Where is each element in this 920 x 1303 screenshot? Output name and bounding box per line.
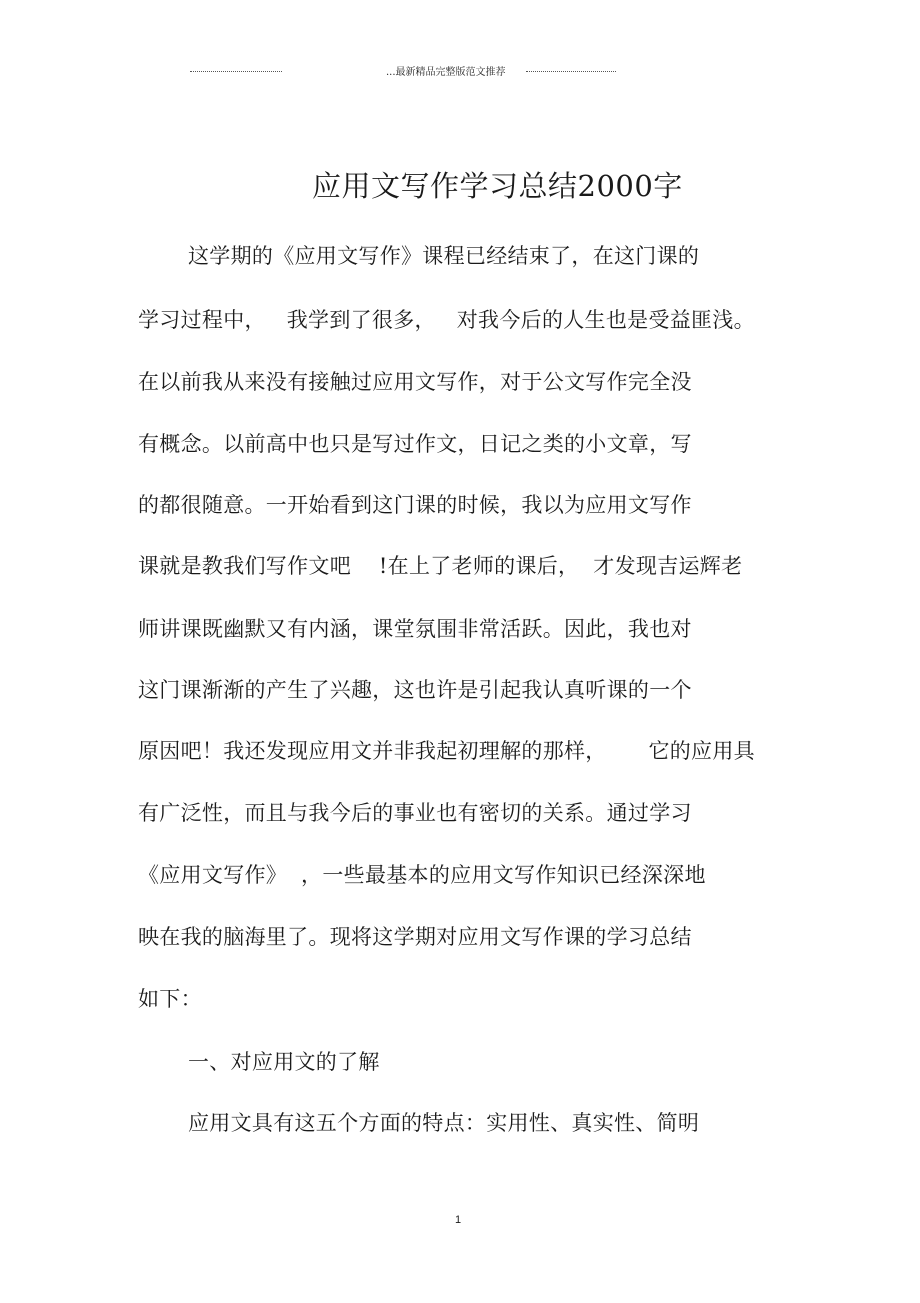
body-line: 原因吧！我还发现应用文并非我起初理解的那样， 它的应用具 <box>138 739 755 763</box>
header-dotted-rule-left <box>190 71 282 72</box>
body-line: 这学期的《应用文写作》课程已经结束了，在这门课的 <box>188 244 700 268</box>
section-heading: 一、对应用文的了解 <box>188 1050 380 1074</box>
body-line: 有概念。以前高中也只是写过作文，日记之类的小文章，写 <box>138 432 692 456</box>
body-line: 的都很随意。一开始看到这门课的时候，我以为应用文写作 <box>138 493 692 517</box>
body-line: 学习过程中， 我学到了很多， 对我今后的人生也是受益匪浅。 <box>138 308 755 332</box>
body-line: 师讲课既幽默又有内涵，课堂氛围非常活跃。因此，我也对 <box>138 617 692 641</box>
body-line: 映在我的脑海里了。现将这学期对应用文写作课的学习总结 <box>138 925 692 949</box>
body-line: 应用文具有这五个方面的特点：实用性、真实性、简明 <box>188 1111 700 1135</box>
body-line: 这门课渐渐的产生了兴趣，这也许是引起我认真听课的一个 <box>138 678 692 702</box>
body-line: 课就是教我们写作文吧 !在上了老师的课后， 才发现吉运辉老 <box>138 554 743 578</box>
header-dotted-rule-right <box>526 71 616 72</box>
header-text: ...最新精品完整版范文推荐 <box>386 67 506 78</box>
page-number: 1 <box>455 1214 462 1226</box>
body-line: 如下： <box>138 987 202 1011</box>
body-line: 《应用文写作》 ，一些最基本的应用文写作知识已经深深地 <box>138 863 706 887</box>
body-line: 有广泛性，而且与我今后的事业也有密切的关系。通过学习 <box>138 801 692 825</box>
document-title: 应用文写作学习总结2000字 <box>312 169 683 203</box>
body-line: 在以前我从来没有接触过应用文写作，对于公文写作完全没 <box>138 370 692 394</box>
